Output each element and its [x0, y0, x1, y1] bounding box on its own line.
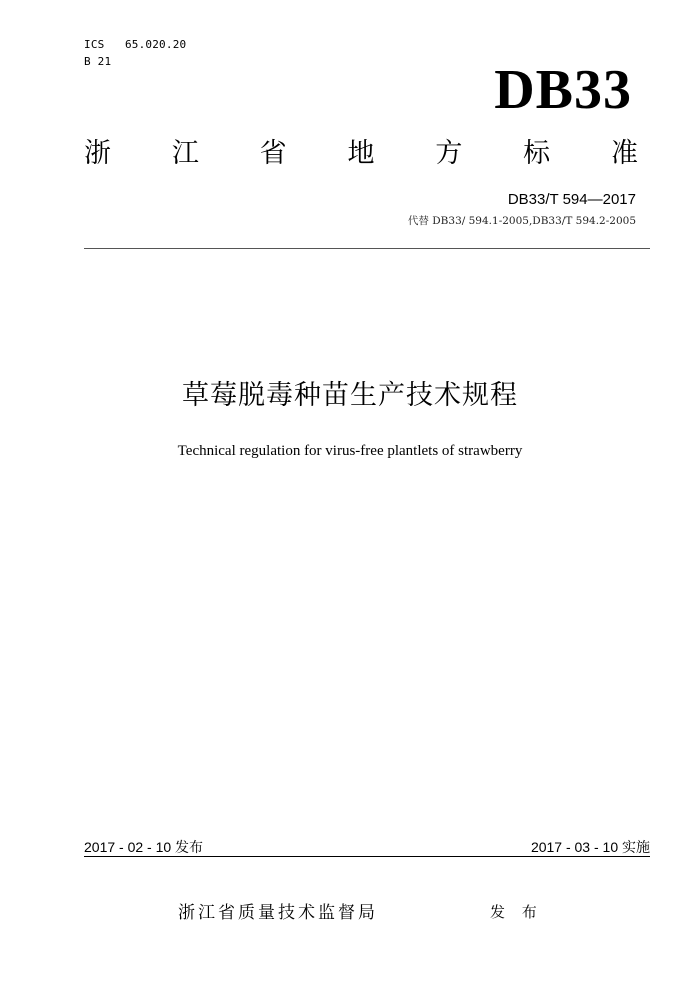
- header-divider: [84, 248, 650, 249]
- issuing-authority: 浙江省质量技术监督局: [178, 903, 378, 923]
- ics-label: ICS: [84, 38, 105, 51]
- title-chinese: 草莓脱毒种苗生产技术规程: [182, 380, 518, 411]
- db33-logo: DB33: [494, 59, 632, 121]
- standard-type-char: 准: [610, 138, 638, 169]
- publish-label: 发 布: [490, 903, 543, 921]
- footer-divider: [84, 856, 650, 857]
- standard-type-char: 省: [259, 138, 287, 169]
- standard-type-char: 浙: [84, 138, 111, 169]
- standard-type-char: 方: [435, 138, 463, 169]
- ics-code: 65.020.20: [124, 38, 187, 51]
- standard-type-char: 标: [523, 138, 551, 169]
- issue-date: 2017 - 02 - 10 发布: [84, 839, 204, 855]
- ccs-code: B 21: [84, 55, 112, 68]
- standard-number: DB33/T 594—2017: [507, 191, 636, 208]
- standard-type-char: 江: [171, 138, 199, 169]
- implementation-date: 2017 - 03 - 10 实施: [530, 839, 650, 855]
- ics-line: [84, 36, 186, 53]
- replaces-note: 代替 DB33/ 594.1-2005,DB33/T 594.2-2005: [407, 215, 636, 227]
- title-english: Technical regulation for virus-free plantlets of strawberry: [177, 443, 523, 459]
- standard-type-char: 地: [347, 138, 375, 169]
- standard-type-heading: [84, 136, 638, 172]
- classification-codes: [84, 36, 186, 70]
